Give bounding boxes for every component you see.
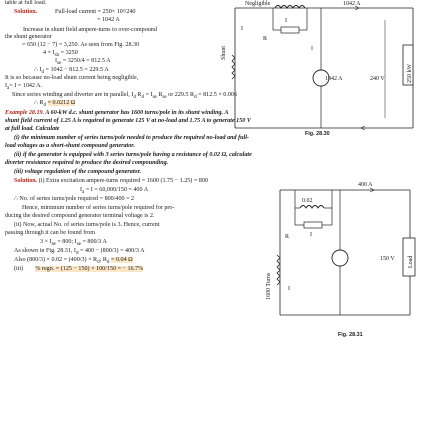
- fig31-is: I: [288, 286, 290, 292]
- example-q1: (i) the minimum number of series turns/pole needed to produce the required no-load and full-: [14, 135, 249, 141]
- example-q2: (ii) if the generator is equipped with 3 series turns/pole having a resistance of 0.02 Ω, calculate: [14, 152, 252, 158]
- sol2-line4: Hence, minimum number of series turns/pole required for pro-: [22, 205, 175, 211]
- example-line3: at full load. Calculate: [5, 126, 60, 132]
- sol2-line1: Solution. (i) Extra excitation ampere-turns required = 1600 (1.75 − 1.25) = 800: [14, 178, 208, 184]
- sol2-line3: ∴ No. of series turns/pole required = 800/400 = 2: [14, 196, 135, 202]
- top-fragment: table at full load.: [5, 0, 47, 6]
- fig30-shunt-label: Shunt: [221, 45, 227, 60]
- fig31-load: Load: [408, 255, 414, 268]
- sol2-line9: As shown in Fig. 28.31, $I_d = 400 - (800/3) = 400/3$ A: [14, 248, 145, 257]
- sol1-line10: $I_a= I = 1042$ A.: [5, 83, 43, 92]
- fig31-rd: R: [285, 234, 290, 240]
- fig31-res: 0.02: [302, 198, 313, 204]
- sol1-line5: = 650 (12 − 7) = 3,250. As seen from Fig. 28.30: [22, 42, 140, 48]
- sol1-line4: the shunt generator: [5, 34, 52, 40]
- example-heading: Example 28.19. A 60-kW d.c. shunt generator has 1600 turns/pole in its shunt winding. A: [5, 110, 229, 116]
- fig30-caption: Fig. 28.30: [305, 131, 330, 137]
- sol2-line2: $I_a = I = 60,000/150 = 400$ A: [80, 187, 149, 196]
- fig30-negligible: Negligible: [245, 1, 271, 7]
- sol1-line1: Full-load current = 250× 10³/240: [55, 9, 136, 15]
- fig30-current-top: 1042 A: [343, 1, 361, 7]
- example-q2b: diverter resistance required to produce the desired compounding.: [5, 160, 169, 166]
- sol2-line5: ducing the desired compound generator terminal voltage is 2.: [5, 213, 155, 219]
- sol1-line11: Since series winding and diverter are in parallel, $I_d$ $R_d = I_{se}$ $R_{se}$ or 229.5 $R_d = 812.5 \times 0.006$: [12, 92, 238, 101]
- sol1-line2: = 1042 A: [97, 17, 120, 23]
- example-q3: (iii) voltage regulation of the compound generator.: [14, 169, 142, 175]
- sol1-line12: ∴ $R_d = 0.0212$ Ω: [34, 100, 76, 109]
- sol2-line8: $3 \times I_{se} = 800$; $I_{se} = 800/3$ A: [40, 239, 107, 248]
- solution-label: Solution.: [14, 9, 38, 15]
- fig30-id: I: [285, 18, 287, 24]
- sol1-line9: It is so because no-load shunt current being negligible,: [5, 75, 139, 81]
- fig30-current-bottom: 1042 A: [325, 76, 343, 82]
- fig30-ia: I: [311, 46, 313, 52]
- sol2-line11: (iii) % regn. = (125 − 150) × 100/150 = − 16.7%: [14, 266, 144, 272]
- fig30-voltage: 240 V: [370, 76, 385, 82]
- sol2-line10: Also $(800/3) \times 0.02 = (400/3) \times R_d$; $R_d = 0.04$ Ω: [14, 257, 133, 266]
- fig31-id: I: [310, 232, 312, 238]
- figure-28-31: [240, 180, 426, 330]
- fig31-turns: 1600 Turns: [266, 272, 272, 300]
- fig30-rd: R: [263, 36, 268, 42]
- sol1-line7: $I_{se} = 3250/4 = 812.5$ A: [55, 58, 111, 67]
- fig30-load: 250 kW: [407, 63, 413, 83]
- fig31-current: 400 A: [358, 182, 373, 188]
- sol2-line7: passing through it can be found from: [5, 230, 96, 236]
- example-q1b: load voltages as a short-shunt compound generator.: [5, 143, 135, 149]
- example-line2: shunt field current of 1.25 A is required to generate 125 V at no-load and 1.75 A to generate 150 V: [5, 118, 251, 124]
- sol1-line3: Increase in shunt field ampere-turns to over-compound: [23, 27, 157, 33]
- sol2-line6: (ii) Now, actual No. of series turns/pole is 3. Hence, current: [14, 222, 160, 228]
- fig31-caption: Fig. 28.31: [338, 332, 363, 338]
- fig30-is: I: [241, 26, 243, 32]
- fig31-voltage: 150 V: [380, 256, 395, 262]
- sol1-line8: ∴ $I_d = 1042 - 812.5 = 229.5$ A: [34, 67, 109, 76]
- sol1-line6: $4 \times I_{sh} = 3250$: [43, 50, 78, 59]
